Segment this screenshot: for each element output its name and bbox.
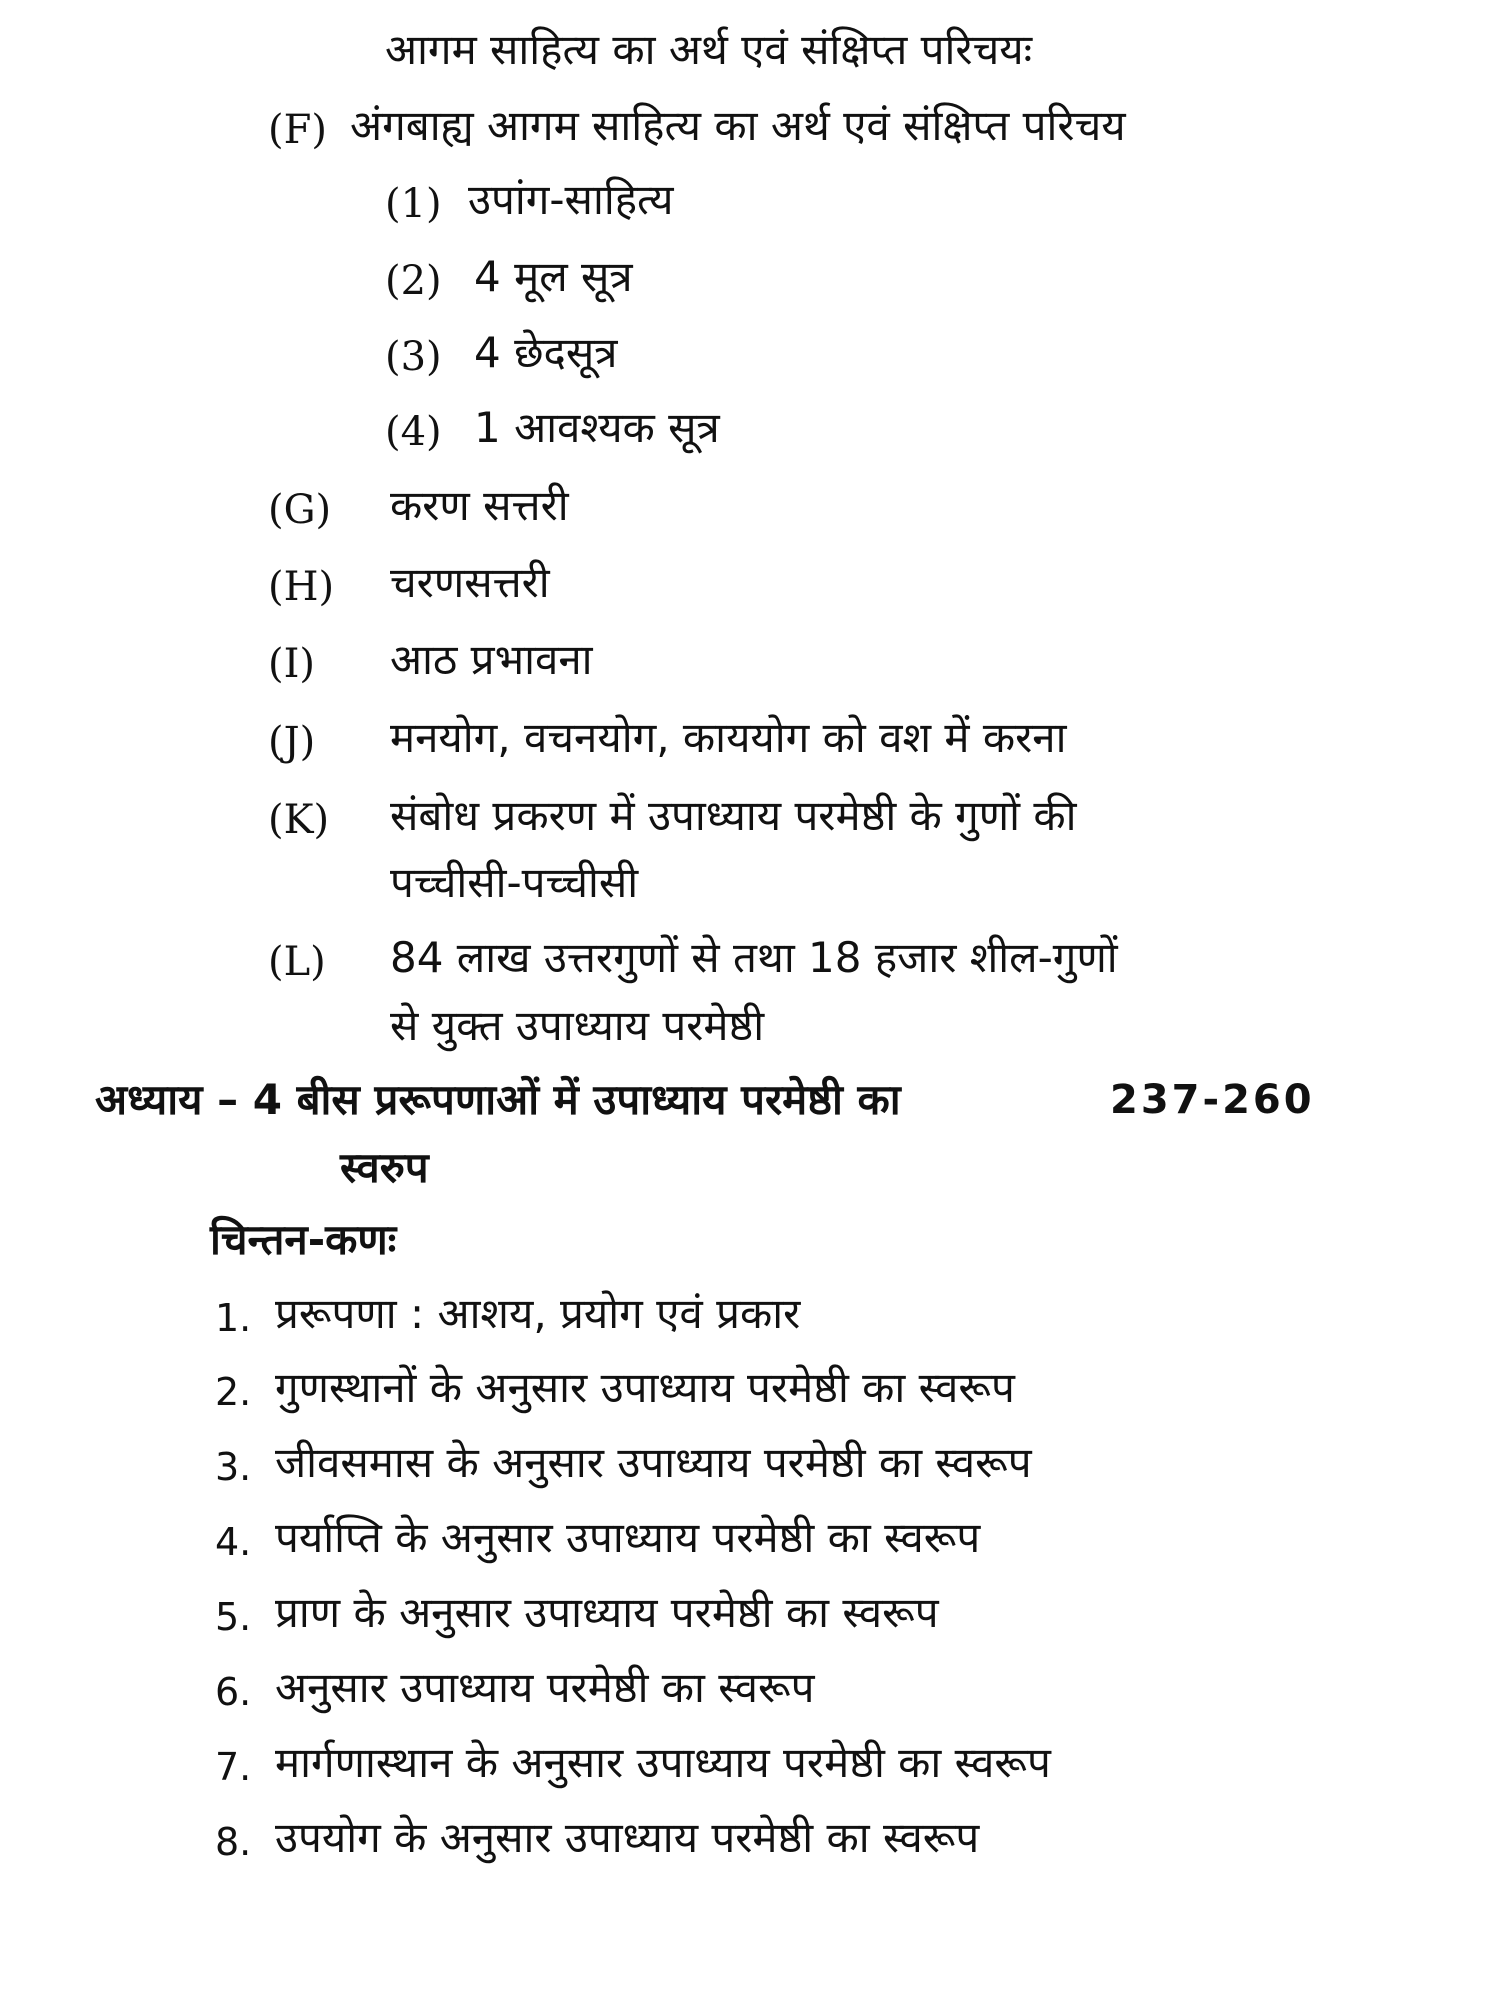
chapter-heading: अध्याय – 4 बीस प्ररूपणाओं में उपाध्याय परमेष्ठी का xyxy=(95,1075,901,1124)
subitem-2-marker: (2) xyxy=(385,258,442,304)
point-6-text: अनुसार उपाध्याय परमेष्ठी का स्वरूप xyxy=(275,1663,815,1712)
chapter-heading-cont: स्वरुप xyxy=(340,1143,429,1192)
chapter-page-range: 237-260 xyxy=(1110,1077,1315,1123)
point-3-text: जीवसमास के अनुसार उपाध्याय परमेष्ठी का स्वरूप xyxy=(275,1438,1032,1487)
point-5-text: प्राण के अनुसार उपाध्याय परमेष्ठी का स्वरूप xyxy=(275,1588,939,1637)
item-g-text: करण सत्तरी xyxy=(390,481,569,530)
item-k-text-line2: पच्चीसी-पच्चीसी xyxy=(390,858,639,907)
intro-line: आगम साहित्य का अर्थ एवं संक्षिप्त परिचयः xyxy=(385,25,1033,74)
subitem-1-text: उपांग-साहित्य xyxy=(468,175,674,224)
point-8-text: उपयोग के अनुसार उपाध्याय परमेष्ठी का स्वरूप xyxy=(275,1813,980,1862)
item-g-marker: (G) xyxy=(268,487,332,533)
point-8-number: 8. xyxy=(215,1820,252,1864)
item-l-text-line2: से युक्त उपाध्याय परमेष्ठी xyxy=(390,1001,765,1050)
item-i-marker: (I) xyxy=(268,641,316,687)
point-7-text: मार्गणास्थान के अनुसार उपाध्याय परमेष्ठी का स्वरूप xyxy=(275,1738,1051,1787)
subitem-1-marker: (1) xyxy=(385,181,442,227)
item-f-marker: (F) xyxy=(268,107,327,153)
subitem-2-text: 4 मूल सूत्र xyxy=(474,252,633,301)
subheading: चिन्तन-कणः xyxy=(210,1215,397,1264)
point-2-number: 2. xyxy=(215,1370,252,1414)
subitem-3-text: 4 छेदसूत्र xyxy=(474,328,618,377)
point-2-text: गुणस्थानों के अनुसार उपाध्याय परमेष्ठी का स्वरूप xyxy=(275,1363,1015,1412)
item-k-text-line1: संबोध प्रकरण में उपाध्याय परमेष्ठी के गुणों की xyxy=(390,791,1077,840)
point-1-text: प्ररूपणा : आशय, प्रयोग एवं प्रकार xyxy=(275,1289,801,1338)
point-5-number: 5. xyxy=(215,1595,252,1639)
subitem-3-marker: (3) xyxy=(385,334,442,380)
item-l-text-line1: 84 लाख उत्तरगुणों से तथा 18 हजार शील-गुणों xyxy=(390,933,1118,982)
point-3-number: 3. xyxy=(215,1445,252,1489)
item-j-marker: (J) xyxy=(268,719,316,765)
point-4-number: 4. xyxy=(215,1520,252,1564)
subitem-4-text: 1 आवश्यक सूत्र xyxy=(474,403,720,452)
item-h-text: चरणसत्तरी xyxy=(390,558,550,607)
item-k-marker: (K) xyxy=(268,797,330,843)
item-i-text: आठ प्रभावना xyxy=(390,635,593,684)
point-1-number: 1. xyxy=(215,1296,252,1340)
item-j-text: मनयोग, वचनयोग, काययोग को वश में करना xyxy=(390,713,1067,762)
point-4-text: पर्याप्ति के अनुसार उपाध्याय परमेष्ठी का स्वरूप xyxy=(275,1513,981,1562)
subitem-4-marker: (4) xyxy=(385,409,442,455)
item-l-marker: (L) xyxy=(268,939,326,985)
point-7-number: 7. xyxy=(215,1745,252,1789)
item-h-marker: (H) xyxy=(268,564,335,610)
item-f-text: अंगबाह्य आगम साहित्य का अर्थ एवं संक्षिप्त परिचय xyxy=(350,101,1126,150)
point-6-number: 6. xyxy=(215,1670,252,1714)
